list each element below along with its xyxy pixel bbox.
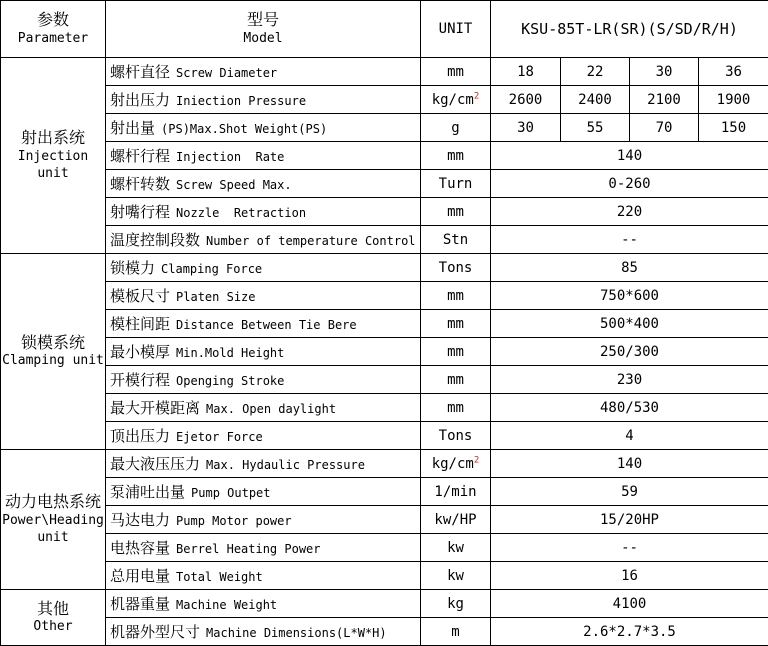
- group-clamping-en1: Clamping unit: [1, 353, 105, 370]
- group-other-zh: 其他: [1, 599, 105, 620]
- value-cell: 500*400: [491, 310, 768, 338]
- row-label-zh: 电热容量: [110, 539, 170, 557]
- unit-cell: mm: [421, 394, 491, 422]
- row-label-en: Screw Speed Max.: [176, 178, 292, 192]
- row-label-min-mold-height: [106, 338, 421, 366]
- table-row: [1, 394, 768, 422]
- row-label-pump-motor-power: [106, 506, 421, 534]
- group-cell-clamping-unit: [1, 254, 106, 450]
- value-cell: 480/530: [491, 394, 768, 422]
- row-label-zh: 泵浦吐出量: [110, 483, 185, 501]
- table-row: [1, 590, 768, 618]
- row-label-zh: 总用电量: [110, 567, 170, 585]
- table-row: [1, 450, 768, 478]
- unit-cell: Tons: [421, 254, 491, 282]
- value-cell: 30: [630, 58, 699, 86]
- header-parameter-en: Parameter: [1, 31, 105, 48]
- header-model: [106, 1, 421, 58]
- value-cell: 230: [491, 366, 768, 394]
- unit-cell: mm: [421, 366, 491, 394]
- row-label-ejector-force: [106, 422, 421, 450]
- row-label-zh: 马达电力: [110, 511, 170, 529]
- unit-cell: mm: [421, 310, 491, 338]
- row-label-zh: 射出量: [110, 119, 155, 137]
- row-label-en: Nozzle Retraction: [176, 206, 306, 220]
- row-label-en: Total Weight: [176, 570, 263, 584]
- value-cell: 1900: [699, 86, 768, 114]
- unit-text: kg/cm: [432, 92, 474, 108]
- value-cell: 250/300: [491, 338, 768, 366]
- unit-cell: mm: [421, 198, 491, 226]
- row-label-total-power: [106, 562, 421, 590]
- row-label-injection-rate: [106, 142, 421, 170]
- row-label-zh: 螺杆转数: [110, 175, 170, 193]
- value-cell: 140: [491, 142, 768, 170]
- row-label-en: Pump Motor power: [176, 514, 292, 528]
- table-row: [1, 478, 768, 506]
- value-cell: 30: [491, 114, 561, 142]
- row-label-en: Machine Weight: [176, 598, 277, 612]
- unit-cell: 1/min: [421, 478, 491, 506]
- row-label-screw-diameter: [106, 58, 421, 86]
- row-label-en: Machine Dimensions(L*W*H): [206, 626, 387, 640]
- header-parameter-zh: 参数: [1, 10, 105, 31]
- unit-cell: [421, 450, 491, 478]
- row-label-temperature-control: [106, 226, 421, 254]
- row-label-en: Iniection Pressure: [176, 94, 306, 108]
- row-label-zh: 射嘴行程: [110, 203, 170, 221]
- row-label-zh: 模板尺寸: [110, 287, 170, 305]
- table-row: [1, 254, 768, 282]
- row-label-en: Max. Hydaulic Pressure: [206, 458, 365, 472]
- group-cell-power-heating-unit: [1, 450, 106, 590]
- group-cell-injection-unit: [1, 58, 106, 254]
- row-label-zh: 模柱间距: [110, 315, 170, 333]
- row-label-en: Min.Mold Height: [176, 346, 284, 360]
- header-row: [1, 1, 768, 58]
- value-cell: --: [491, 534, 768, 562]
- group-injection-en2: unit: [1, 166, 105, 183]
- row-label-en: Platen Size: [176, 290, 255, 304]
- row-label-screw-speed: [106, 170, 421, 198]
- table-row: [1, 282, 768, 310]
- row-label-tie-bar-distance: [106, 310, 421, 338]
- row-label-platen-size: [106, 282, 421, 310]
- group-other-en1: Other: [1, 619, 105, 636]
- group-power-en1: Power\Heading: [1, 513, 105, 530]
- row-label-zh: 螺杆行程: [110, 147, 170, 165]
- row-label-zh: 开模行程: [110, 371, 170, 389]
- value-cell: 0-260: [491, 170, 768, 198]
- unit-cell: mm: [421, 282, 491, 310]
- row-label-en: (PS)Max.Shot Weight(PS): [161, 122, 327, 136]
- row-label-en: Berrel Heating Power: [176, 542, 321, 556]
- unit-cell: kw: [421, 562, 491, 590]
- table-row: [1, 142, 768, 170]
- value-cell: 750*600: [491, 282, 768, 310]
- value-cell: 70: [630, 114, 699, 142]
- row-label-clamping-force: [106, 254, 421, 282]
- table-row: [1, 114, 768, 142]
- header-parameter: [1, 1, 106, 58]
- value-cell: 15/20HP: [491, 506, 768, 534]
- table-row: [1, 618, 768, 646]
- value-cell: 150: [699, 114, 768, 142]
- unit-superscript: 2: [474, 455, 479, 465]
- row-label-zh: 机器重量: [110, 595, 170, 613]
- value-cell: 36: [699, 58, 768, 86]
- row-label-en: Openging Stroke: [176, 374, 284, 388]
- row-label-en: Clamping Force: [161, 262, 262, 276]
- row-label-zh: 最大液压压力: [110, 455, 200, 473]
- row-label-opening-stroke: [106, 366, 421, 394]
- header-model-en: Model: [106, 31, 420, 48]
- value-cell: 2400: [561, 86, 630, 114]
- unit-cell: mm: [421, 58, 491, 86]
- value-cell: 22: [561, 58, 630, 86]
- unit-superscript: 2: [474, 91, 479, 101]
- row-label-zh: 射出压力: [110, 91, 170, 109]
- row-label-max-shot-weight: [106, 114, 421, 142]
- table-row: [1, 338, 768, 366]
- unit-cell: m: [421, 618, 491, 646]
- table-row: [1, 366, 768, 394]
- row-label-en: Max. Open daylight: [206, 402, 336, 416]
- unit-cell: kw: [421, 534, 491, 562]
- row-label-nozzle-retraction: [106, 198, 421, 226]
- table-row: [1, 310, 768, 338]
- value-cell: 59: [491, 478, 768, 506]
- table-row: [1, 506, 768, 534]
- group-injection-zh: 射出系统: [1, 128, 105, 149]
- unit-cell: Turn: [421, 170, 491, 198]
- row-label-en: Number of temperature Control: [206, 234, 416, 248]
- row-label-en: Injection Rate: [176, 150, 284, 164]
- row-label-en: Distance Between Tie Bere: [176, 318, 357, 332]
- unit-cell: mm: [421, 338, 491, 366]
- row-label-machine-weight: [106, 590, 421, 618]
- header-model-zh: 型号: [106, 10, 420, 31]
- row-label-barrel-heating-power: [106, 534, 421, 562]
- unit-cell: [421, 86, 491, 114]
- unit-text: kg/cm: [432, 456, 474, 472]
- value-cell: 16: [491, 562, 768, 590]
- row-label-max-open-daylight: [106, 394, 421, 422]
- row-label-en: Screw Diameter: [176, 66, 277, 80]
- table-row: [1, 534, 768, 562]
- row-label-en: Ejetor Force: [176, 430, 263, 444]
- value-cell: 2.6*2.7*3.5: [491, 618, 768, 646]
- header-unit: UNIT: [421, 1, 491, 58]
- row-label-zh: 温度控制段数: [110, 231, 200, 249]
- unit-cell: kg: [421, 590, 491, 618]
- row-label-zh: 最小模厚: [110, 343, 170, 361]
- value-cell: 85: [491, 254, 768, 282]
- group-power-en2: unit: [1, 530, 105, 547]
- table-row: [1, 562, 768, 590]
- table-row: [1, 86, 768, 114]
- table-row: [1, 226, 768, 254]
- row-label-zh: 锁模力: [110, 259, 155, 277]
- group-cell-other: [1, 590, 106, 646]
- value-cell: 55: [561, 114, 630, 142]
- row-label-zh: 最大开模距离: [110, 399, 200, 417]
- group-injection-en1: Injection: [1, 149, 105, 166]
- value-cell: --: [491, 226, 768, 254]
- value-cell: 2600: [491, 86, 561, 114]
- value-cell: 18: [491, 58, 561, 86]
- unit-cell: Tons: [421, 422, 491, 450]
- table-row: [1, 58, 768, 86]
- group-power-zh: 动力电热系统: [1, 492, 105, 513]
- unit-cell: g: [421, 114, 491, 142]
- row-label-en: Pump Outpet: [191, 486, 270, 500]
- unit-cell: mm: [421, 142, 491, 170]
- value-cell: 140: [491, 450, 768, 478]
- value-cell: 220: [491, 198, 768, 226]
- row-label-max-hydraulic-pressure: [106, 450, 421, 478]
- value-cell: 4100: [491, 590, 768, 618]
- unit-cell: Stn: [421, 226, 491, 254]
- row-label-injection-pressure: [106, 86, 421, 114]
- row-label-machine-dimensions: [106, 618, 421, 646]
- table-row: [1, 422, 768, 450]
- value-cell: 2100: [630, 86, 699, 114]
- row-label-zh: 顶出压力: [110, 427, 170, 445]
- row-label-pump-output: [106, 478, 421, 506]
- value-cell: 4: [491, 422, 768, 450]
- row-label-zh: 螺杆直径: [110, 63, 170, 81]
- unit-cell: kw/HP: [421, 506, 491, 534]
- table-row: [1, 170, 768, 198]
- header-model-value: KSU-85T-LR(SR)(S/SD/R/H): [491, 1, 768, 58]
- row-label-zh: 机器外型尺寸: [110, 623, 200, 641]
- group-clamping-zh: 锁模系统: [1, 333, 105, 354]
- table-row: [1, 198, 768, 226]
